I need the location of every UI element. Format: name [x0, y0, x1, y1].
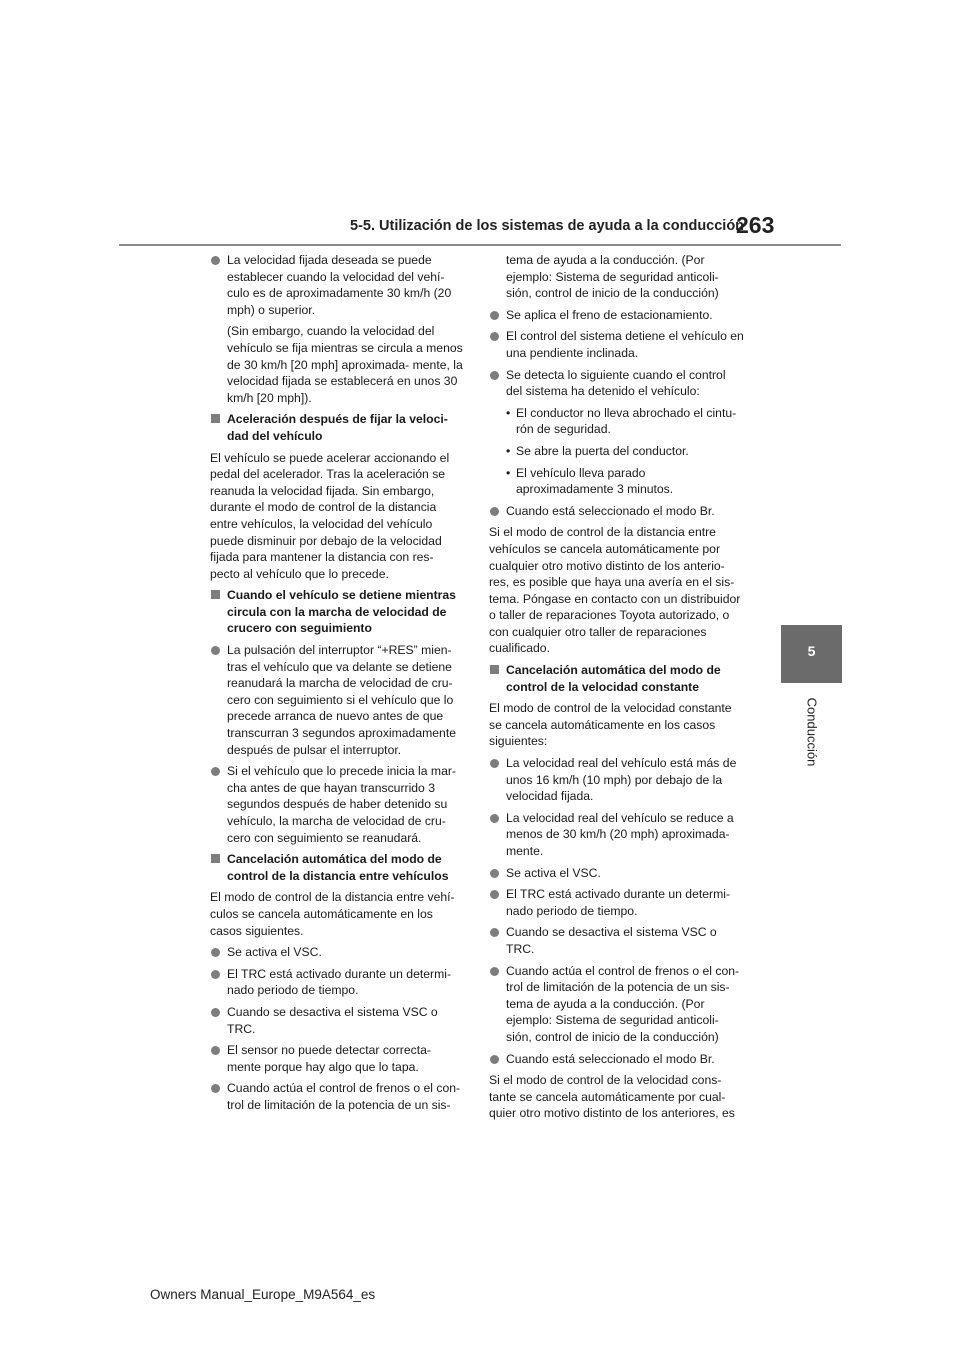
chapter-tab — [781, 625, 842, 683]
bullet-item: Se aplica el freno de estacionamiento. — [489, 307, 745, 324]
bullet-item: El control del sistema detiene el vehículo en una pendiente inclinada. — [489, 328, 745, 361]
section-heading: Cancelación automática del modo de control de la distancia entre vehículos — [210, 851, 466, 884]
chapter-label — [801, 692, 823, 772]
left-column — [210, 252, 466, 1119]
bullet-item: El sensor no puede detectar correcta- mente porque hay algo que lo tapa. — [210, 1042, 466, 1075]
paragraph: El vehículo se puede acelerar accionando el pedal del acelerador. Tras la aceleración se reanuda la velocidad fijada. Sin embargo, durante el modo de control de la distancia entre vehículos, la velocidad del vehículo puede disminuir por debajo de la velocidad fijada para mantener la distancia con res- pecto al vehículo que lo precede. — [210, 450, 450, 581]
bullet-item: El TRC está activado durante un determi- nado periodo de tiempo. — [489, 886, 745, 919]
bullet-item: Cuando actúa el control de frenos o el con- trol de limitación de la potencia de un sis- tema de ayuda a la conducción. (Por ejemplo: Sistema de seguridad anticoli- sión, control de inicio de la conducción) — [489, 963, 745, 1046]
bullet-item: Cuando actúa el control de frenos o el con- trol de limitación de la potencia de un sis- — [210, 1080, 466, 1113]
bullet-item: El TRC está activado durante un determi- nado periodo de tiempo. — [210, 966, 466, 999]
bullet-item: La velocidad fijada deseada se puede establecer cuando la velocidad del vehí- culo es de aproximadamente 30 km/h (20 mph) o superior. — [210, 252, 466, 318]
chapter-label-text: Conducción — [804, 697, 820, 767]
paragraph: Si el modo de control de la velocidad cons- tante se cancela automáticamente por cual- quier otro motivo distinto de los anteriores, es — [489, 1073, 735, 1121]
page-number: 263 — [736, 212, 775, 238]
continued-text: tema de ayuda a la conducción. (Por ejemplo: Sistema de seguridad anticoli- sión, control de inicio de la conducción) — [506, 253, 719, 301]
bullet-item: Cuando está seleccionado el modo Br. — [489, 503, 745, 520]
paragraph: Si el modo de control de la distancia entre vehículos se cancela automáticamente por cualquier otro motivo distinto de los anterio- res, es posible que haya una avería en el sis- tema. Póngase en contacto con un distribuidor o taller de reparaciones Toyota autorizado, o con cualquier otro taller de reparaciones cualificado. — [489, 525, 741, 656]
chapter-number: 5 — [807, 643, 816, 659]
sub-list-item: • El vehículo lleva parado aproximadamente 3 minutos. — [489, 465, 745, 498]
bullet-item: Cuando se desactiva el sistema VSC o TRC. — [210, 1004, 466, 1037]
right-column — [489, 252, 745, 1127]
bullet-item: Cuando se desactiva el sistema VSC o TRC. — [489, 924, 745, 957]
bullet-item: La velocidad real del vehículo se reduce a menos de 30 km/h (20 mph) aproximada- mente. — [489, 810, 745, 860]
bullet-item: Se activa el VSC. — [489, 865, 745, 882]
section-title: 5-5. Utilización de los sistemas de ayuda a la conducción — [350, 218, 745, 234]
paragraph: El modo de control de la distancia entre vehí- culos se cancela automáticamente en los casos siguientes. — [210, 890, 455, 938]
paragraph: El modo de control de la velocidad constante se cancela automáticamente en los casos siguientes: — [489, 701, 732, 749]
section-heading: Cuando el vehículo se detiene mientras circula con la marcha de velocidad de crucero con seguimiento — [210, 587, 466, 637]
sub-list-item: • Se abre la puerta del conductor. — [489, 443, 745, 460]
bullet-item: Cuando está seleccionado el modo Br. — [489, 1051, 745, 1068]
bullet-item: Se activa el VSC. — [210, 944, 466, 961]
footer-manual-id: Owners Manual_Europe_M9A564_es — [150, 1287, 376, 1302]
bullet-item: La velocidad real del vehículo está más de unos 16 km/h (10 mph) por debajo de la velocidad fijada. — [489, 755, 745, 805]
bullet-item: Se detecta lo siguiente cuando el control del sistema ha detenido el vehículo: — [489, 367, 745, 400]
section-heading: Cancelación automática del modo de control de la velocidad constante — [489, 662, 745, 695]
continued-text: (Sin embargo, cuando la velocidad del vehículo se fija mientras se circula a menos de 30 km/h [20 mph] aproximada- mente, la velocidad fijada se establecerá en unos 30 km/h [20 mph]). — [227, 324, 463, 405]
sub-list-item: • El conductor no lleva abrochado el cintu- rón de seguridad. — [489, 405, 745, 438]
bullet-item: La pulsación del interruptor “+RES” mien- tras el vehículo que va delante se detiene reanudará la marcha de velocidad de cru- cero con seguimiento si el vehículo que lo precede arranca de nuevo antes de que transcurran 3 segundos aproximadamente después de pulsar el interruptor. — [210, 642, 466, 758]
header-divider — [119, 244, 841, 246]
section-heading: Aceleración después de fijar la veloci- dad del vehículo — [210, 411, 466, 444]
bullet-item: Si el vehículo que lo precede inicia la mar- cha antes de que hayan transcurrido 3 segundos después de haber detenido su vehículo, la marcha de velocidad de cru- cero con seguimiento se reanudará. — [210, 763, 466, 846]
